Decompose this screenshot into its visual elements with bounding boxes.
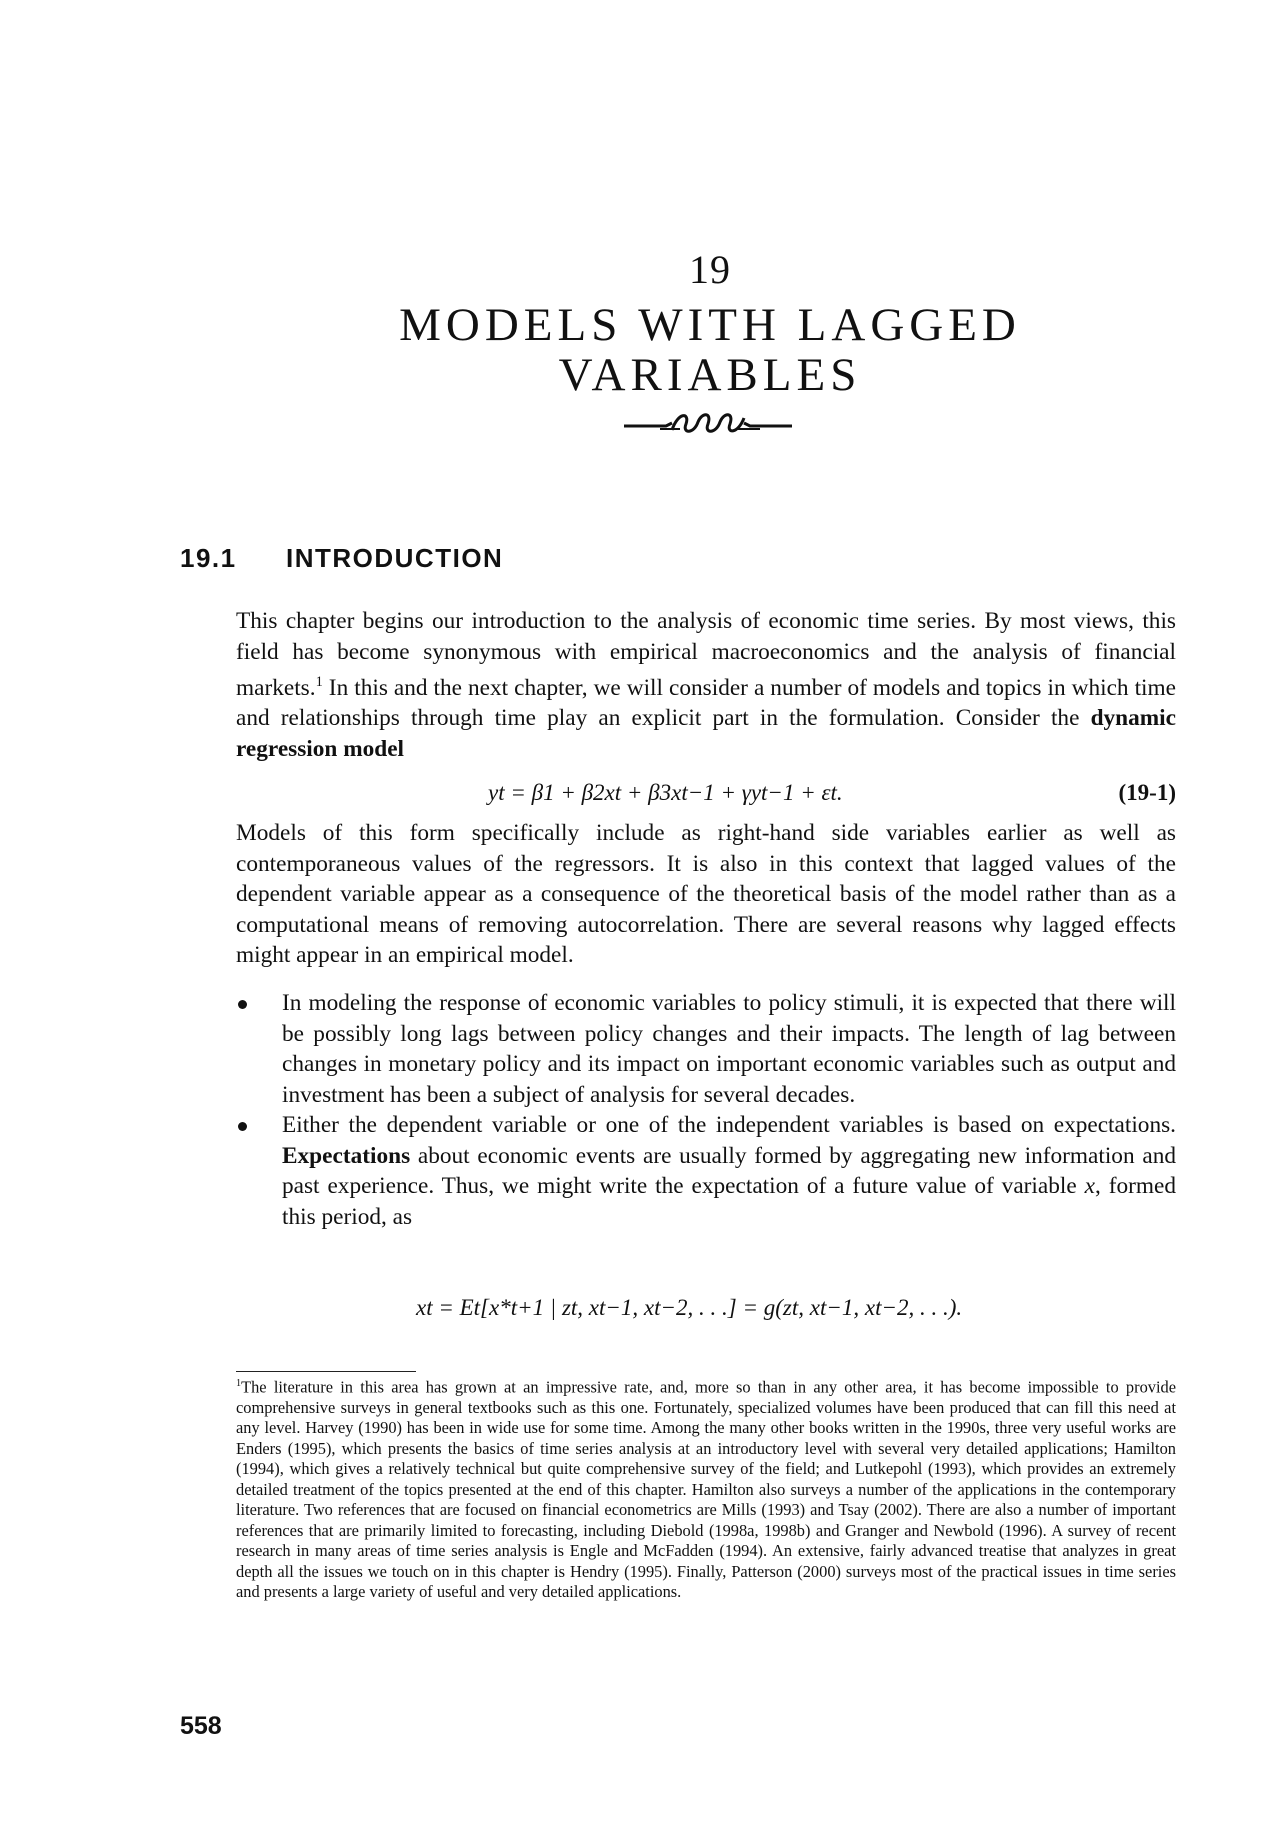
- equation-19-1: [236, 780, 1176, 810]
- footnote-reference: 1: [315, 674, 323, 690]
- chapter-title-line-2: VARIABLES: [558, 349, 862, 401]
- intro-text-part-1: This chapter begins our introduction to the analysis of economic time series. By most views, this field has become synonymous with empirical macroeconomics and the analysis of financial markets.: [236, 608, 1176, 701]
- dynamic-regression-model-term: dynamic regression model: [236, 705, 1176, 762]
- chapter-number: 19: [689, 247, 731, 292]
- intro-text-part-2: In this and the next chapter, we will consider a number of models and topics in which time and relationships through time play an explicit part in the formulation. Consider the: [236, 674, 1176, 732]
- section-heading: [180, 543, 503, 574]
- variable-x: x: [1084, 1173, 1095, 1199]
- list-item: [236, 1110, 1176, 1232]
- section-title: INTRODUCTION: [286, 543, 504, 573]
- footnote-divider: [236, 1371, 416, 1372]
- intro-paragraph: [236, 606, 1176, 764]
- scroll-ornament-icon: [620, 408, 796, 438]
- expectations-term: Expectations: [282, 1142, 411, 1169]
- list-item-text-part-1: Either the dependent variable or one of the independent variables is based on expectations.: [282, 1112, 1176, 1138]
- footnote-marker: 1: [236, 1378, 242, 1389]
- list-item-text-part-3: , formed this period, as: [282, 1173, 1176, 1230]
- bullet-icon: [238, 1000, 247, 1009]
- section-number: 19.1: [180, 543, 237, 573]
- reasons-list: [236, 988, 1176, 1232]
- chapter-title-line-1: MODELS WITH LAGGED: [399, 299, 1021, 351]
- list-item: [236, 988, 1176, 1110]
- list-item-text-part-2: about economic events are usually formed by aggregating new information and past experience. Thus, we might write the expectation of a future value of variable: [282, 1142, 1176, 1199]
- paragraph-2: [236, 818, 1176, 971]
- list-item-text: In modeling the response of economic variables to policy stimuli, it is expected that there will be possibly long lags between policy changes and their impacts. The length of lag between changes in monetary policy and its impact on important economic variables such as output and investment has been a subject of analysis for several decades.: [282, 990, 1176, 1108]
- footnote-text: The literature in this area has grown at an impressive rate, and, more so than in any other area, it has become impossible to provide comprehensive surveys in general textbooks such as this one. Fortunately, specialized volumes have been produced that can fill this need at any level. Harvey (1990) has been in wide use for some time. Among the many other books written in the 1990s, three very useful works are Enders (1995), which presents the basics of time series analysis at an introductory level with several very detailed applications; Hamilton (1994), which gives a relatively technical but quite comprehensive survey of the field; and Lutkepohl (1993), which provides an extremely detailed treatment of the topics presented at the end of this chapter. Hamilton also surveys a number of the applications in the contemporary literature. Two references that are focused on financial econometrics are Mills (1993) and Tsay (2002). There are also a number of important references that are primarily limited to forecasting, including Diebold (1998a, 1998b) and Granger and Newbold (1996). A survey of recent research in many areas of time series analysis is Engle and McFadden (1994). An extensive, fairly advanced treatise that analyzes in great depth all the issues we touch on in this chapter is Hendry (1995). Finally, Patterson (2000) surveys most of the practical issues in time series and presents a large variety of useful and very detailed applications.: [236, 1377, 1176, 1602]
- equation-19-1-expression: yt = β1 + β2xt + β3xt−1 + γyt−1 + εt.: [488, 780, 843, 805]
- paragraph-2-text: Models of this form specifically include as right-hand side variables earlier as well as contemporaneous values of the regressors. It is also in this context that lagged values of the dependent variable appear as a consequence of the theoretical basis of the model rather than as a computational means of removing autocorrelation. There are several reasons why lagged effects might appear in an empirical model.: [236, 820, 1176, 968]
- expectation-equation: [236, 1295, 1176, 1325]
- expectation-equation-expression: xt = Et[x*t+1 | zt, xt−1, xt−2, . . .] = g(zt, xt−1, xt−2, . . .).: [416, 1295, 963, 1320]
- bullet-icon: [238, 1122, 247, 1131]
- equation-19-1-label: (19-1): [1118, 780, 1176, 805]
- page-number: 558: [180, 1712, 222, 1740]
- footnote: [236, 1374, 1176, 1603]
- chapter-title: [0, 300, 1280, 400]
